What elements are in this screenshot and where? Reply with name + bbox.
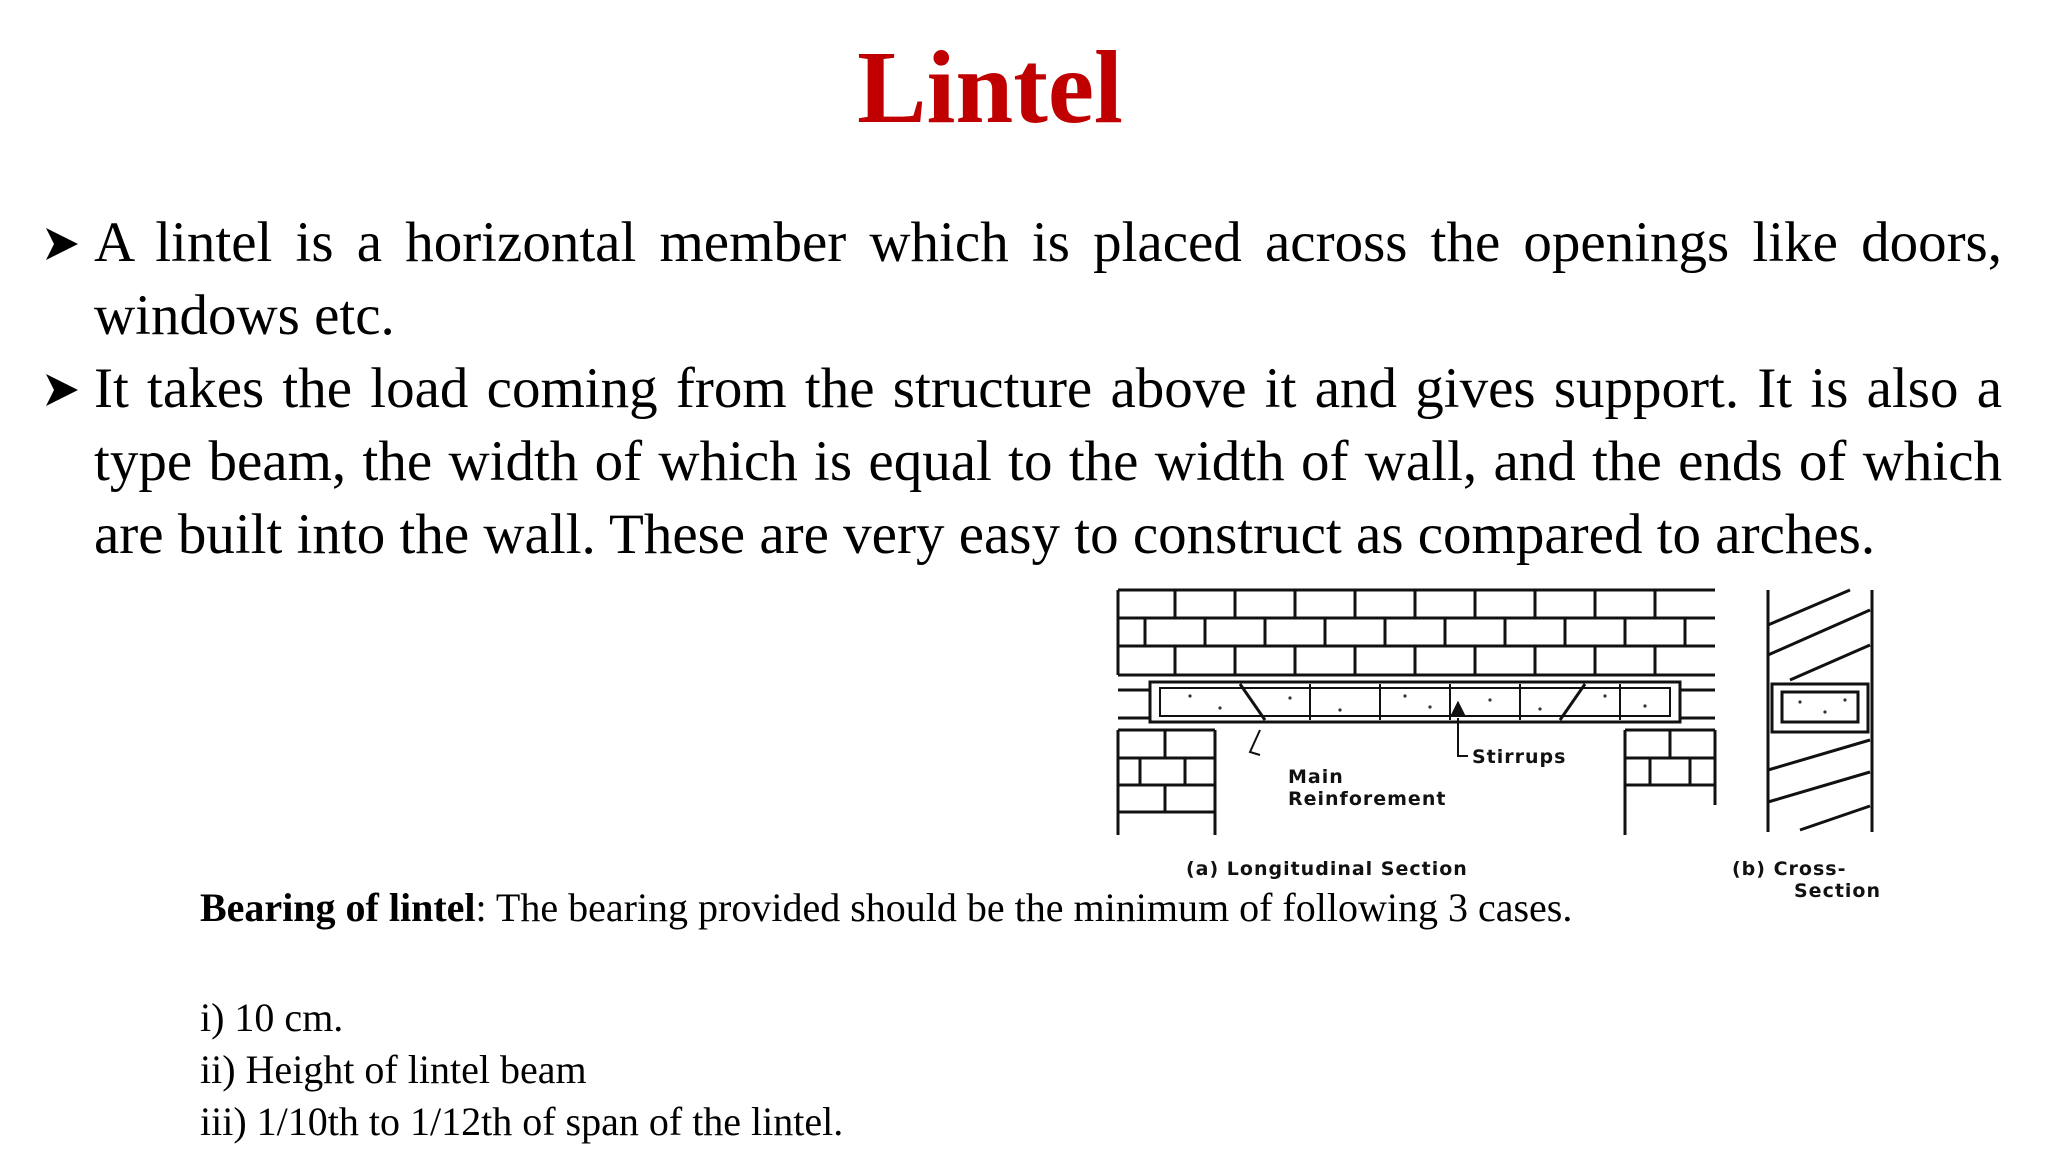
main-reinforcement-label-line2: Reinforement [1288,788,1447,810]
caption-cross-section-line2: Section [1794,880,1882,902]
bearing-cases-list [200,992,843,1148]
case-item: ii) Height of lintel beam [200,1047,587,1092]
bullet-item [40,352,2002,571]
bearing-text: : The bearing provided should be the minimum of following 3 cases. [475,885,1573,930]
caption-cross-section-line1: (b) Cross- [1732,858,1847,880]
bullet-list [40,206,2002,571]
main-reinforcement-label-line1: Main [1288,766,1344,788]
bullet-text: It takes the load coming from the structure above it and gives support. It is also a type beam, the width of which is equal to the width of wall, and the ends of which are built into the wall. These are very easy to construct as compared to arches. [94,357,2002,566]
bearing-term: Bearing of lintel [200,885,476,930]
bearing-paragraph [200,884,1572,932]
case-item: iii) 1/10th to 1/12th of span of the lintel. [200,1099,844,1144]
arrowhead-bullet-icon [40,206,84,279]
bullet-item [40,206,2002,352]
bullet-text: A lintel is a horizontal member which is placed across the openings like doors, windows etc. [94,211,2002,347]
stirrups-label: Stirrups [1472,746,1567,768]
case-item: i) 10 cm. [200,995,344,1040]
arrowhead-bullet-icon [40,352,84,425]
page-title: Lintel [857,30,1123,145]
caption-longitudinal-section: (a) Longitudinal Section [1186,858,1468,880]
lintel-diagram [1110,580,1910,910]
